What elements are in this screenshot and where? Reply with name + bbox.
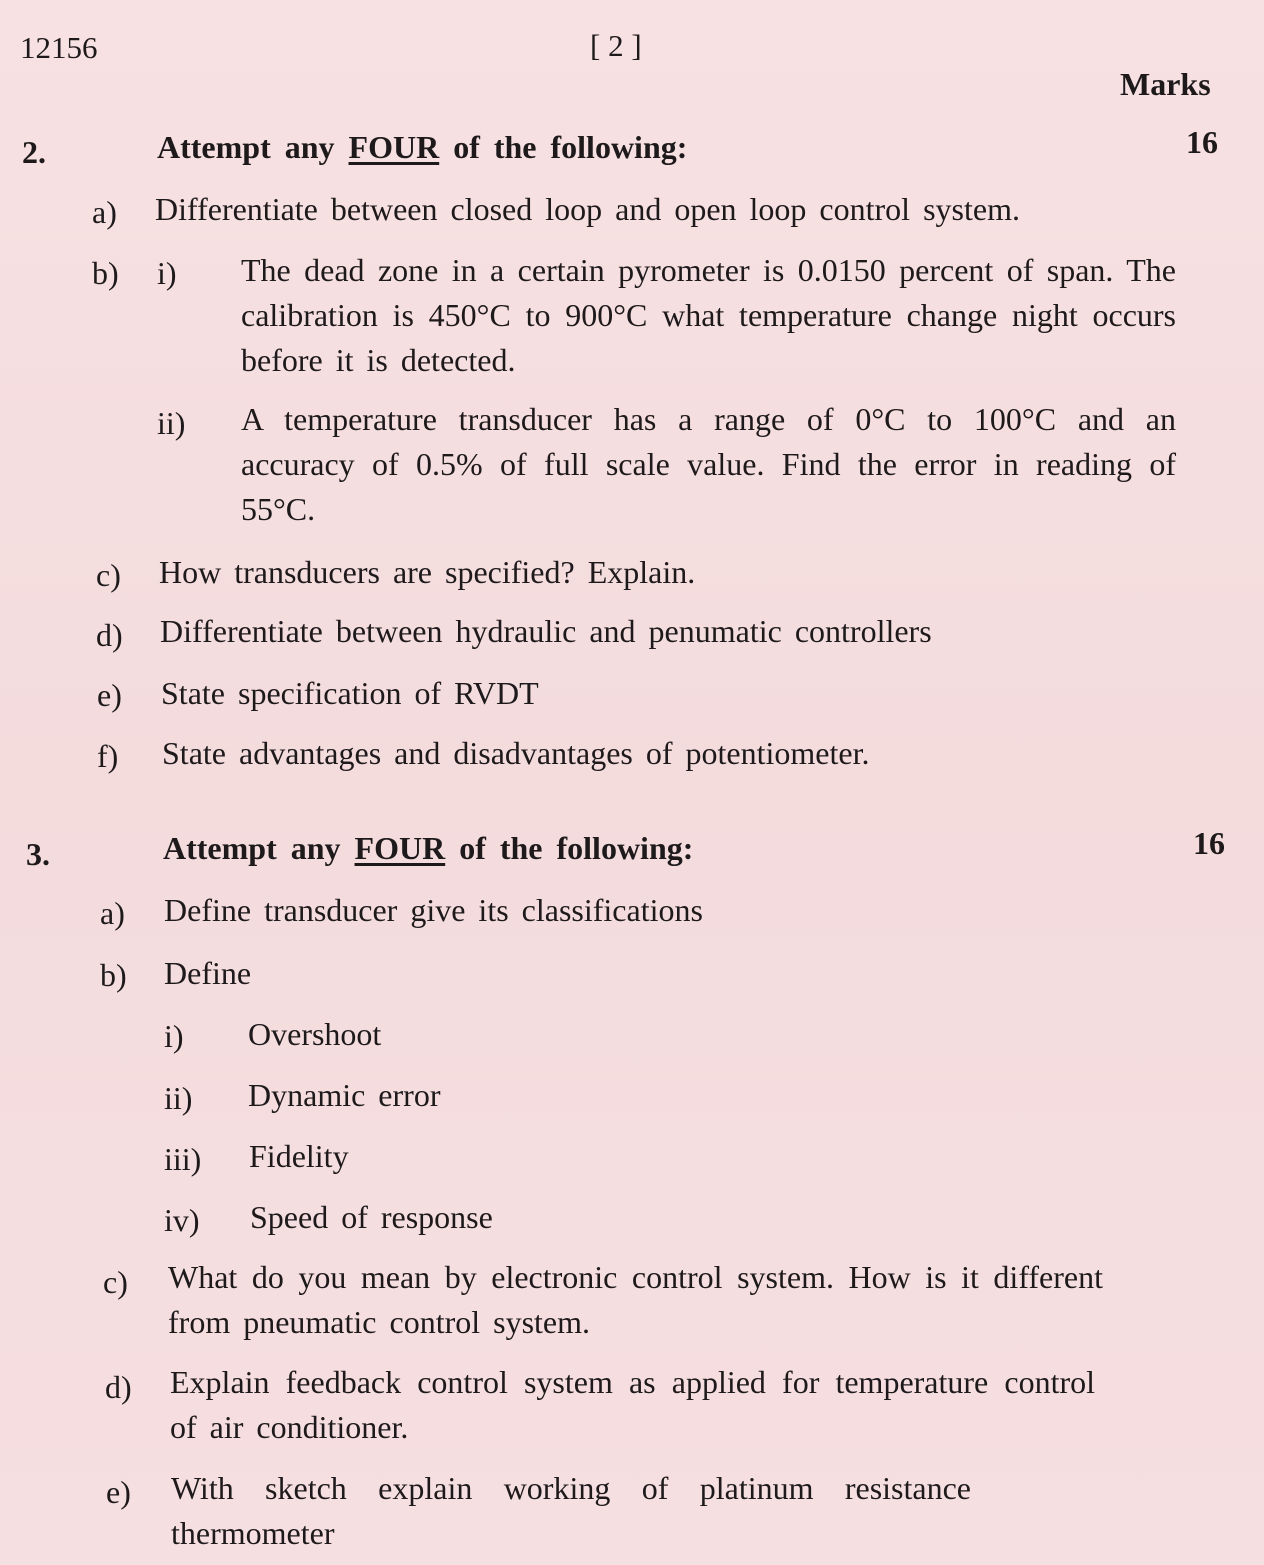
q2b-ii-text: A temperature transducer has a range of 0°C to 100°C and an accuracy of 0.5% of full scale value. Find the error in reading of 55°C. <box>241 401 1176 527</box>
q2a-text: Differentiate between closed loop and open loop control system. <box>155 191 1020 227</box>
q2-title-pre: Attempt any <box>157 129 335 165</box>
q3c-label: c) <box>103 1264 128 1300</box>
q3b-ii-text: Dynamic error <box>248 1077 441 1113</box>
q3e-text: With sketch explain working of platinum resistance thermometer <box>171 1470 971 1551</box>
q2-title-post: of the following: <box>453 129 688 165</box>
q2d-label: d) <box>96 617 123 653</box>
q2b-i-label: i) <box>157 255 177 291</box>
q3-title-emph: FOUR <box>354 830 446 866</box>
q2a-label: a) <box>92 194 117 230</box>
q2c-label: c) <box>96 557 121 593</box>
q3d-label: d) <box>105 1369 132 1405</box>
q3b-label: b) <box>100 957 127 993</box>
q2c-text: How transducers are specified? Explain. <box>159 554 696 590</box>
q3b-i-label: i) <box>164 1018 184 1054</box>
q2e-label: e) <box>97 677 122 713</box>
q3b-ii-label: ii) <box>164 1080 193 1116</box>
q3b-iv-text: Speed of response <box>250 1199 493 1235</box>
q3-marks: 16 <box>1193 825 1225 861</box>
q2e-text: State specification of RVDT <box>161 675 539 711</box>
q3a-label: a) <box>100 895 125 931</box>
q2b-label: b) <box>92 255 119 291</box>
q3b-i-text: Overshoot <box>248 1016 382 1052</box>
q2d-text: Differentiate between hydraulic and penumatic controllers <box>160 613 932 649</box>
q3c-text: What do you mean by electronic control system. How is it different from pneumatic control system. <box>168 1259 1103 1340</box>
q3b-iv-label: iv) <box>164 1202 200 1238</box>
q2b-ii-label: ii) <box>157 405 186 441</box>
q3e-label: e) <box>106 1474 131 1510</box>
q3d-text: Explain feedback control system as applied for temperature control of air conditioner. <box>170 1364 1095 1445</box>
q2b-i-text: The dead zone in a certain pyrometer is 0.0150 percent of span. The calibration is 450°C to 900°C what temperature change night occurs before it is detected. <box>241 252 1176 378</box>
q3b-text: Define <box>164 955 252 991</box>
q2-marks: 16 <box>1186 124 1218 160</box>
q3a-text: Define transducer give its classifications <box>164 892 703 928</box>
q3-title <box>163 830 693 867</box>
q2f-text: State advantages and disadvantages of potentiometer. <box>162 735 870 771</box>
q3-number: 3. <box>26 836 50 872</box>
q2-title-emph: FOUR <box>348 129 440 165</box>
q3b-iii-text: Fidelity <box>249 1138 349 1174</box>
marks-column-label: Marks <box>1120 66 1211 102</box>
q3-title-post: of the following: <box>459 830 694 866</box>
q3b-iii-label: iii) <box>164 1141 202 1177</box>
q2-title <box>157 129 687 166</box>
page-number: [ 2 ] <box>590 28 642 63</box>
paper-code: 12156 <box>20 30 98 65</box>
q3-title-pre: Attempt any <box>163 830 341 866</box>
q2f-label: f) <box>97 738 119 774</box>
q2-number: 2. <box>22 134 46 170</box>
